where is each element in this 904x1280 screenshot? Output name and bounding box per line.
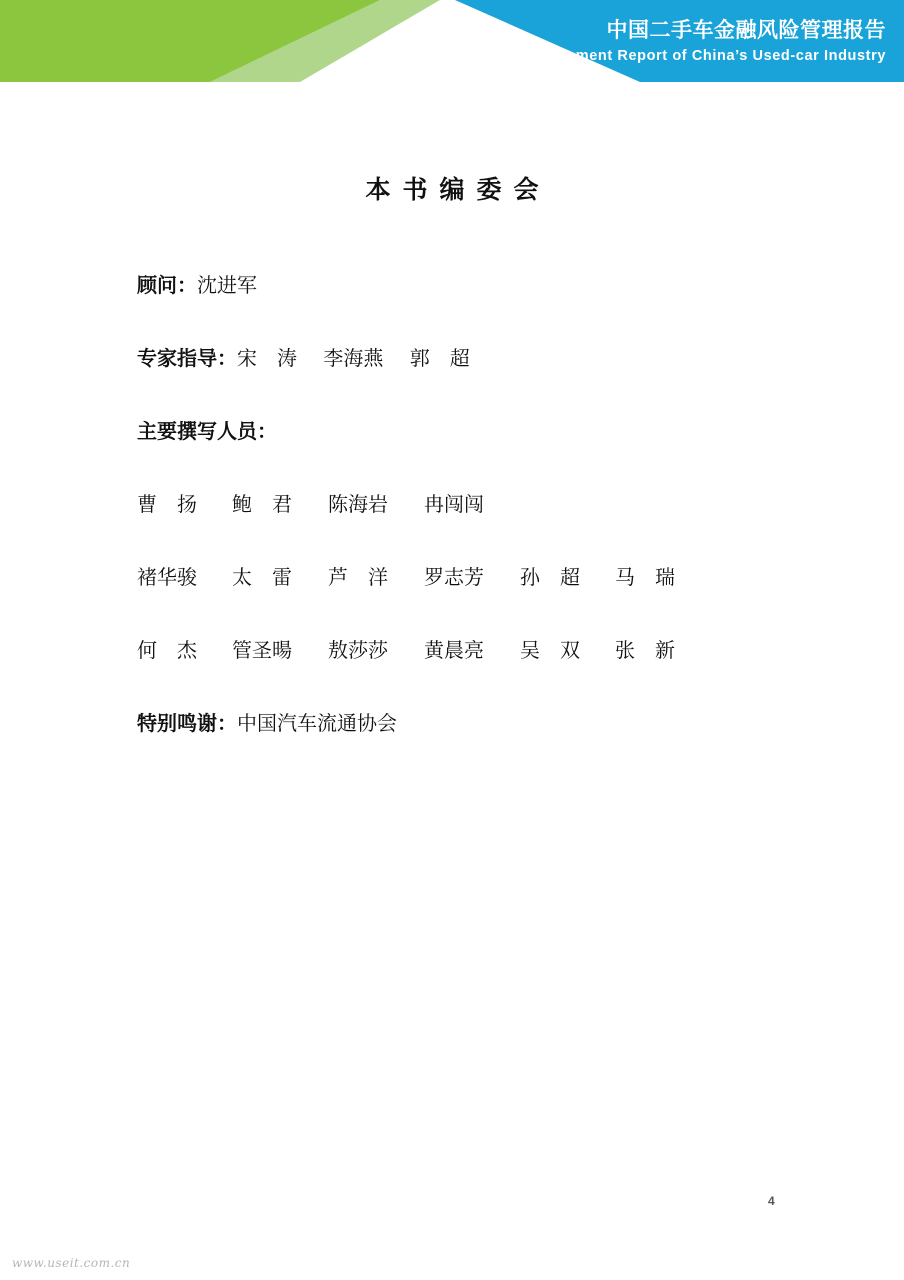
writer-name: 冉闯闯	[424, 492, 484, 516]
writers-row-2	[137, 563, 737, 591]
writer-name: 曹 扬	[137, 492, 197, 516]
thanks-label: 特别鸣谢：	[137, 711, 237, 735]
writer-name: 太 雷	[232, 565, 292, 589]
advisor-label: 顾问：	[137, 273, 197, 297]
report-title-cn: 中国二手车金融风险管理报告	[606, 18, 886, 42]
experts-line	[137, 344, 470, 372]
writer-name: 敖莎莎	[328, 638, 388, 662]
writer-name: 管圣暘	[232, 638, 292, 662]
writer-name: 鲍 君	[232, 492, 292, 516]
writer-name: 张 新	[615, 638, 675, 662]
experts-value: 宋 涛 李海燕 郭 超	[237, 346, 470, 370]
writer-name: 罗志芳	[424, 565, 484, 589]
advisor-line	[137, 271, 257, 299]
page-title: 本书编委会	[365, 175, 551, 204]
writer-name: 何 杰	[137, 638, 197, 662]
writer-name: 吴 双	[520, 638, 580, 662]
writers-label: 主要撰写人员：	[137, 419, 277, 443]
page-number: 4	[768, 1194, 775, 1208]
writers-line	[137, 417, 277, 445]
experts-label: 专家指导：	[137, 346, 237, 370]
writer-name: 马 瑞	[615, 565, 675, 589]
writer-name: 陈海岩	[328, 492, 388, 516]
writer-name: 褚华骏	[137, 565, 197, 589]
thanks-value: 中国汽车流通协会	[237, 711, 397, 735]
advisor-value: 沈进军	[197, 273, 257, 297]
writer-name: 芦 洋	[328, 565, 388, 589]
writers-row-1	[137, 490, 737, 518]
writers-row-3	[137, 636, 737, 664]
watermark: www.useit.com.cn	[12, 1256, 131, 1270]
header-banner	[0, 0, 904, 82]
thanks-line	[137, 709, 397, 737]
writer-name: 孙 超	[520, 565, 580, 589]
writer-name: 黄晨亮	[424, 638, 484, 662]
report-title-en: Financial Risk Management Report of China’s Used-car Industry	[407, 48, 886, 64]
